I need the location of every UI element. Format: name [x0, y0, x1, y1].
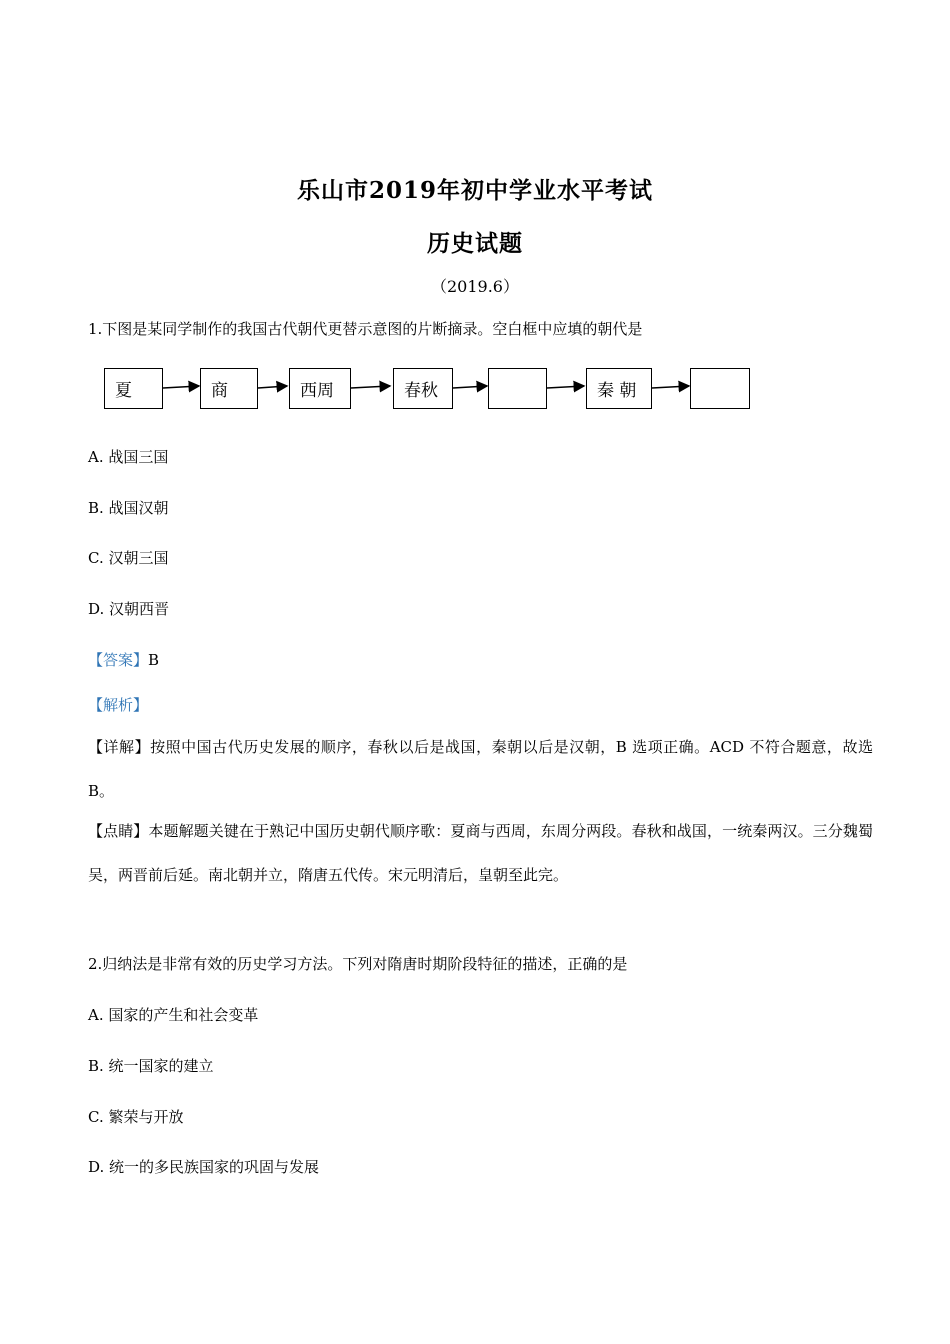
q1-option-c: C. 汉朝三国 [88, 549, 169, 567]
exam-title: 乐山市2019年初中学业水平考试 [296, 177, 653, 204]
dynasty-box-spring-autumn: 春秋 [393, 368, 453, 409]
question-1-stem: 1.下图是某同学制作的我国古代朝代更替示意图的片断摘录。空白框中应填的朝代是 [88, 320, 643, 338]
q1-option-d: D. 汉朝西晋 [88, 600, 170, 618]
arrow-3 [351, 386, 390, 388]
answer-label: 【答案】 [88, 651, 149, 669]
q2-option-c: C. 繁荣与开放 [88, 1108, 184, 1126]
q2-option-b: B. 统一国家的建立 [88, 1057, 214, 1075]
q1-note [88, 809, 873, 897]
dynasty-box-blank-2 [690, 368, 750, 409]
dynasty-box-xia: 夏 [104, 368, 163, 409]
q1-option-a: A. 战国三国 [88, 448, 169, 466]
q1-answer [88, 649, 159, 670]
dynasty-box-blank-1 [488, 368, 547, 409]
note-label: 【点睛】 [88, 822, 149, 840]
arrow-1 [163, 386, 199, 388]
detail-label: 【详解】 [88, 738, 151, 756]
detail-text: 按照中国古代历史发展的顺序，春秋以后是战国，秦朝以后是汉朝，B 选项正确。ACD 不符合题意，故选 B。 [88, 738, 873, 800]
dynasty-box-qin: 秦 朝 [586, 368, 652, 409]
arrow-5 [547, 386, 584, 388]
arrow-4 [453, 386, 487, 388]
q2-option-d: D. 统一的多民族国家的巩固与发展 [88, 1158, 320, 1176]
dynasty-box-western-zhou: 西周 [289, 368, 351, 409]
arrow-2 [258, 386, 287, 388]
answer-value: B [148, 651, 160, 669]
q1-analysis [88, 694, 148, 715]
analysis-label: 【解析】 [88, 696, 149, 714]
arrow-6 [652, 386, 689, 388]
dynasty-box-shang: 商 [200, 368, 258, 409]
exam-date: （2019.6） [431, 277, 519, 296]
question-2-stem: 2.归纳法是非常有效的历史学习方法。下列对隋唐时期阶段特征的描述，正确的是 [88, 955, 628, 973]
q1-option-b: B. 战国汉朝 [88, 499, 169, 517]
dynasty-diagram [0, 360, 950, 420]
note-text: 本题解题关键在于熟记中国历史朝代顺序歌：夏商与西周，东周分两段。春秋和战国，一统秦两汉。三分魏蜀吴，两晋前后延。南北朝并立，隋唐五代传。宋元明清后，皇朝至此完。 [88, 822, 873, 884]
q1-detail [88, 725, 873, 813]
q2-option-a: A. 国家的产生和社会变革 [88, 1006, 259, 1024]
subject-title: 历史试题 [427, 230, 523, 257]
